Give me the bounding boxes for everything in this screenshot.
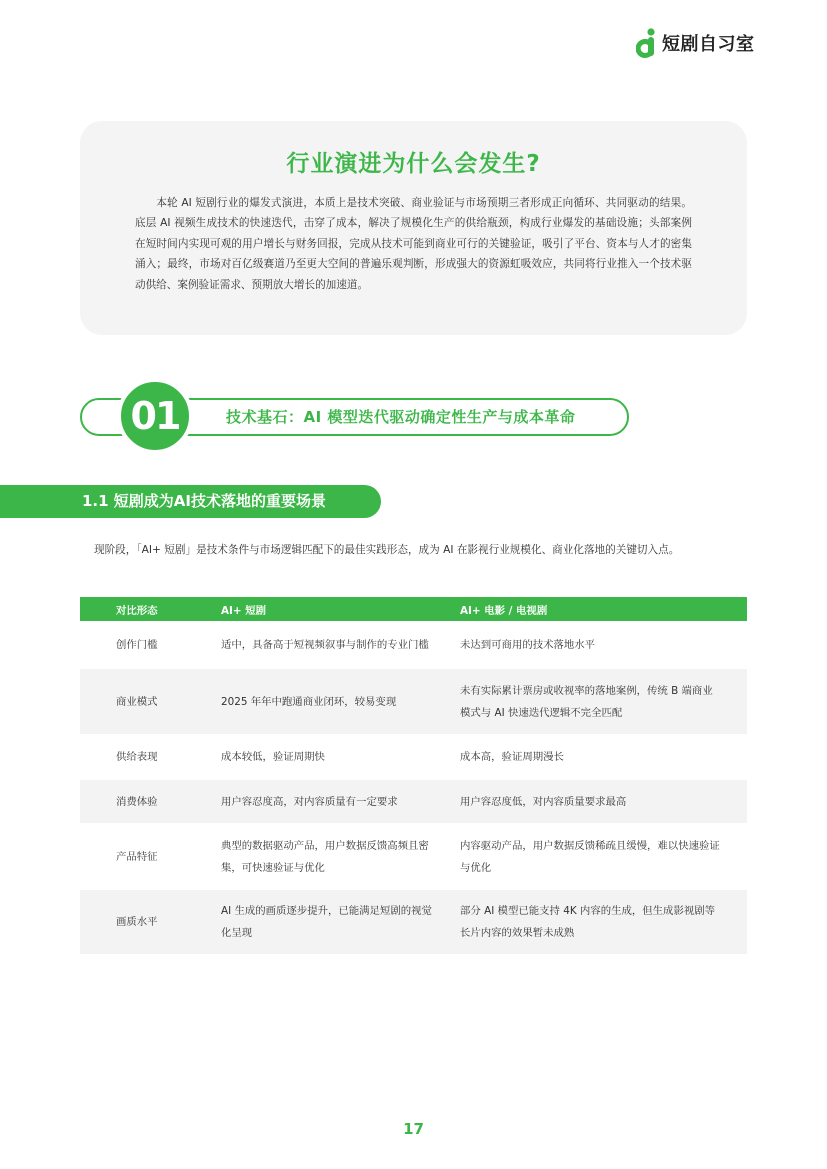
lead-paragraph: 现阶段，「AI+ 短剧」是技术条件与市场逻辑匹配下的最佳实践形态，成为 AI 在影视行业规模化、商业化落地的关键切入点。 [94,544,680,556]
section-title: 技术基石：AI 模型迭代驱动确定性生产与成本革命 [226,408,576,426]
page-number: 17 [403,1120,424,1138]
table-row [80,823,747,890]
table-row [80,621,747,669]
row-cell: AI 生成的画质逐步提升，已能满足短剧的视觉化呈现 [185,890,460,954]
table-header-row [80,597,747,621]
row-label: 画质水平 [80,890,185,954]
intro-box [80,121,747,335]
row-cell: 2025 年年中跑通商业闭环，较易变现 [185,669,460,734]
header-cell-dimension: 对比形态 [80,597,185,621]
comparison-table [80,597,747,954]
row-cell: 未有实际累计票房或收视率的落地案例，传统 B 端商业模式与 AI 快速迭代逻辑不完全匹配 [460,669,747,734]
row-label: 消费体验 [80,780,185,823]
row-cell: 成本较低，验证周期快 [221,751,325,763]
intro-body: 本轮 AI 短剧行业的爆发式演进，本质上是技术突破、商业验证与市场预期三者形成正向循环、共同驱动的结果。底层 AI 视频生成技术的快速迭代，击穿了成本，解决了规模化生产的供给瓶颈，构成行业爆发的基础设施；头部案例在短时间内实现可观的用户增长与财务回报，完成从技术可能到商业可行的关键验证，吸引了平台、资本与人才的密集涌入；最终，市场对百亿级赛道乃至更大空间的普遍乐观判断，形成强大的资源虹吸效应，共同将行业推入一个技术驱动供给、案例验证需求、预期放大增长的加速道。 [135,197,692,291]
section-number-badge: 01 [117,378,193,454]
green-d-lettermark-icon [636,27,656,59]
row-label: 创作门槛 [116,639,158,651]
row-label: 供给表现 [116,751,158,763]
table-row [80,734,747,780]
row-cell: 未达到可商用的技术落地水平 [460,639,596,651]
subsection-banner: 1.1 短剧成为AI技术落地的重要场景 [0,485,381,518]
header-cell-ai-short-drama: AI+ 短剧 [185,597,460,621]
row-cell: 典型的数据驱动产品，用户数据反馈高频且密集，可快速验证与优化 [221,839,429,874]
table-row [80,780,747,823]
row-cell: 用户容忍度高，对内容质量有一定要求 [185,780,460,823]
table-row [80,669,747,734]
header-cell-ai-film-tv: AI+ 电影 / 电视剧 [460,597,747,621]
row-cell: 成本高，验证周期漫长 [460,751,564,763]
brand-logo [636,26,755,60]
row-cell: 部分 AI 模型已能支持 4K 内容的生成，但生成影视剧等长片内容的效果暂未成熟 [460,890,747,954]
row-cell: 用户容忍度低，对内容质量要求最高 [460,780,747,823]
row-label: 产品特征 [116,850,158,863]
table-row [80,890,747,954]
row-cell: 适中，具备高于短视频叙事与制作的专业门槛 [221,639,429,651]
row-cell: 内容驱动产品，用户数据反馈稀疏且缓慢，难以快速验证与优化 [460,839,720,874]
intro-title: 行业演进为什么会发生? [286,151,541,177]
logo-text: 短剧自习室 [662,34,755,55]
row-label: 商业模式 [80,669,185,734]
